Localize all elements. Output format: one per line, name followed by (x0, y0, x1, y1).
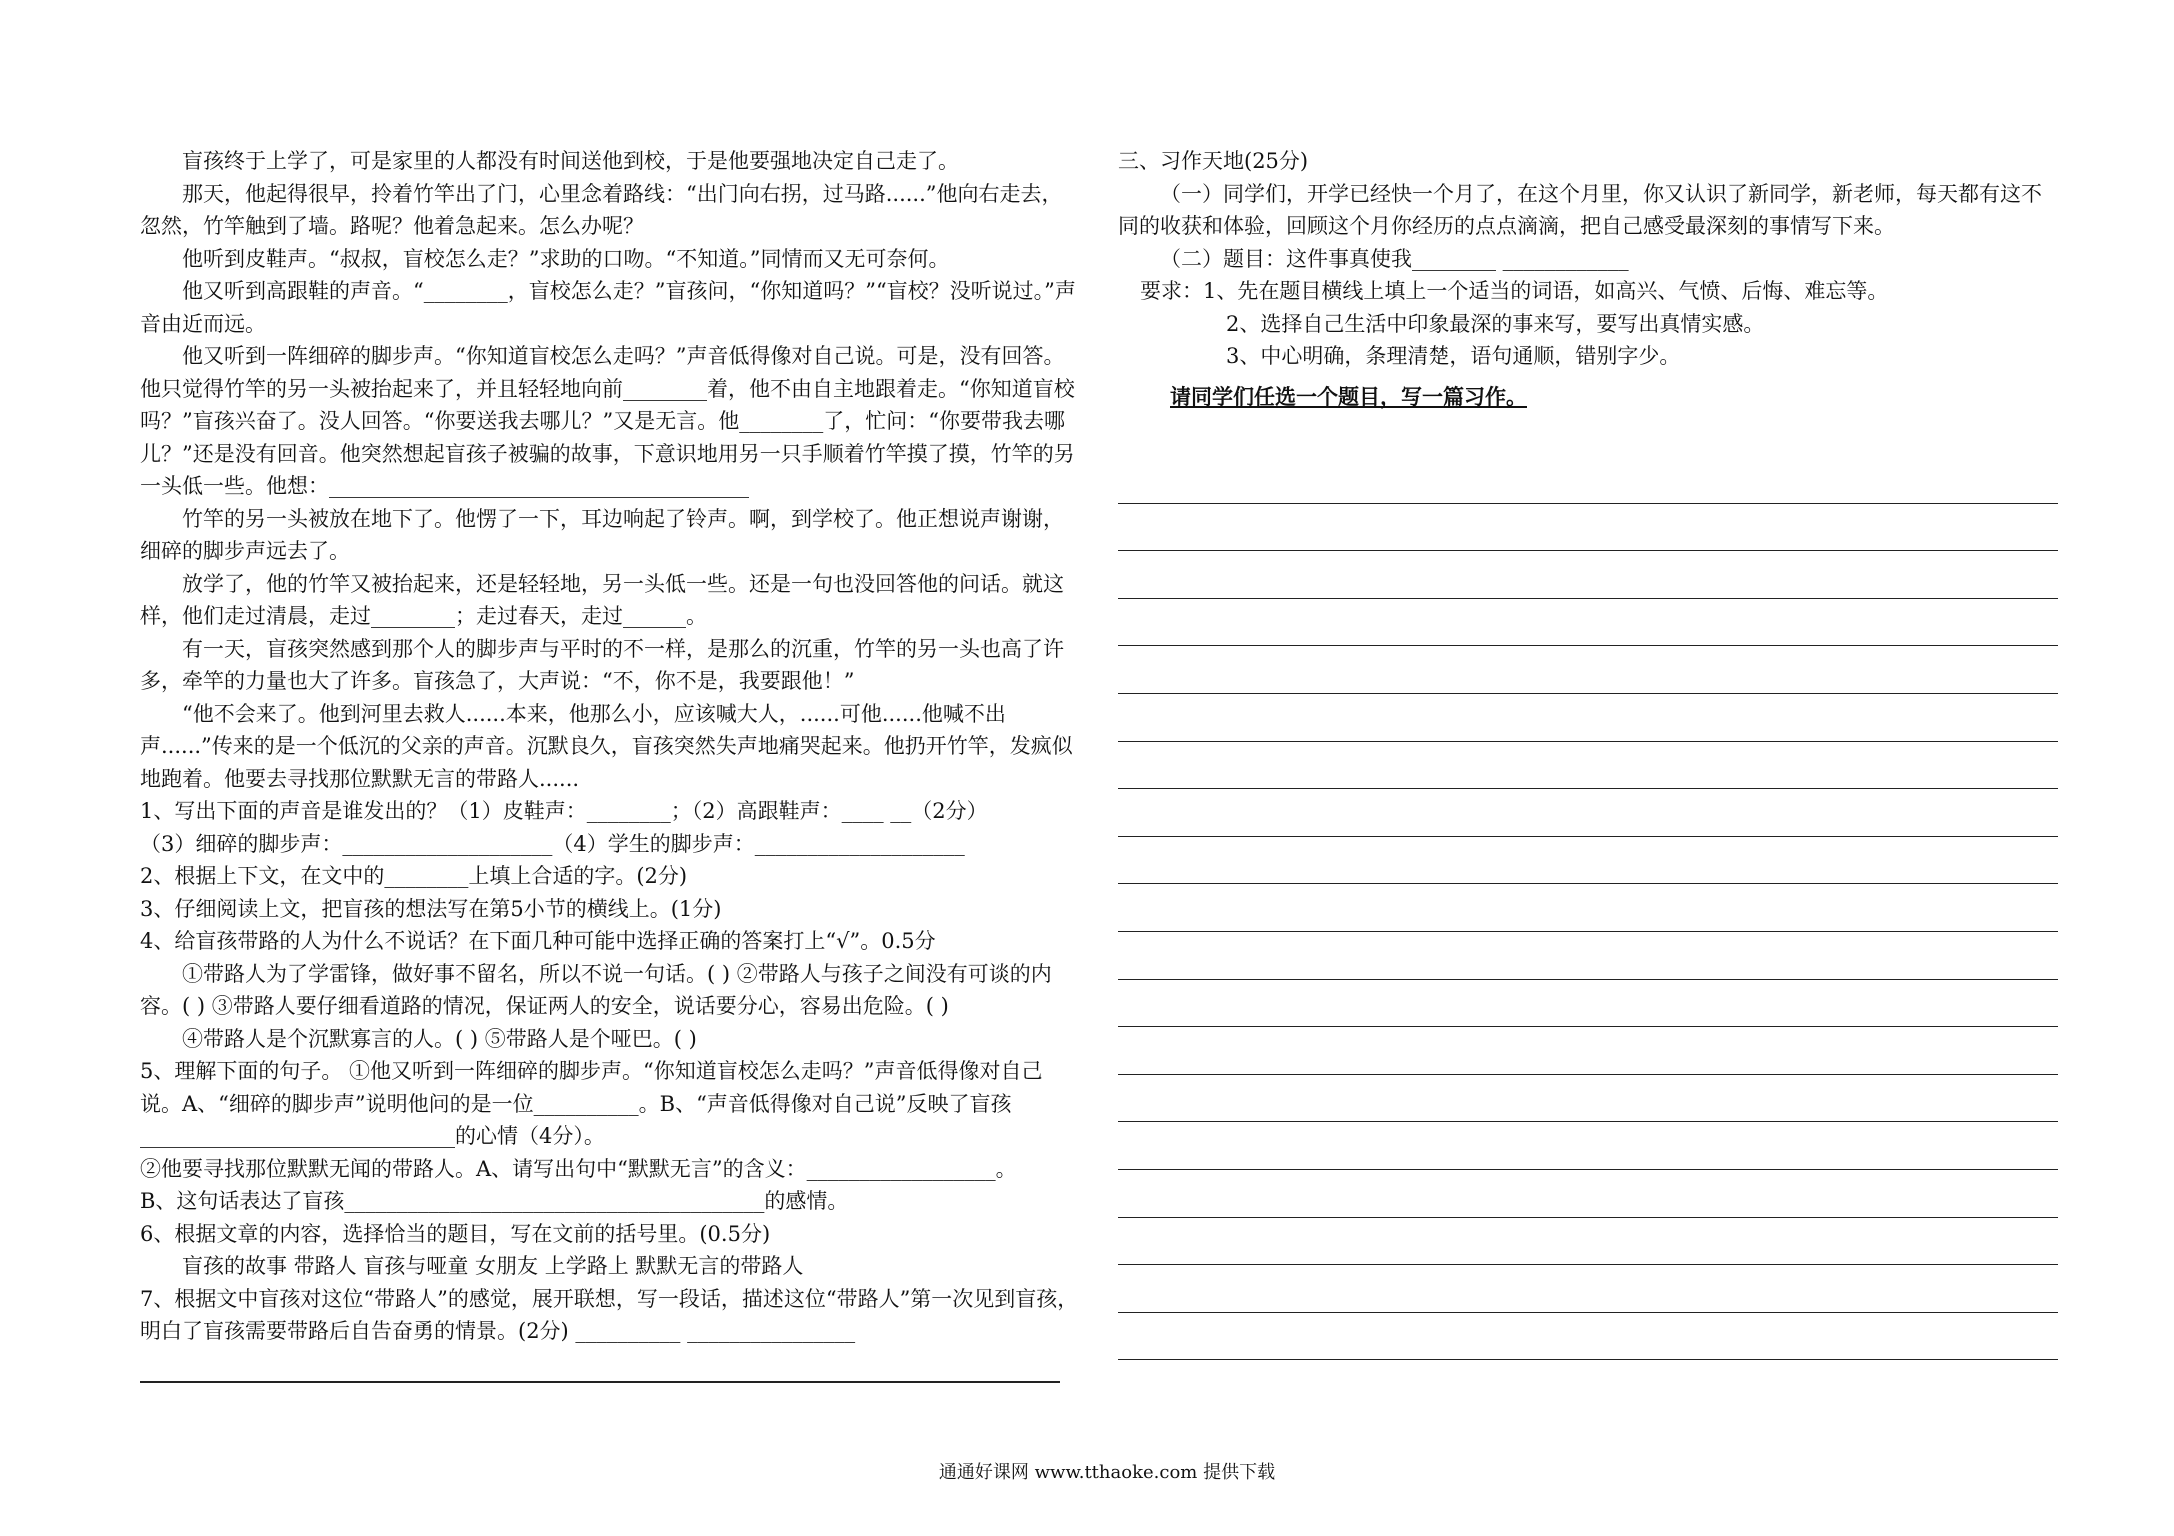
requirement-2: 2、选择自己生活中印象最深的事来写，要写出真情实感。 (1226, 311, 1765, 336)
question-5b: ②他要寻找那位默默无闻的带路人。A、请写出句中“默默无言”的含义：__________________。 (140, 1156, 1017, 1181)
passage-paragraph-1: 盲孩终于上学了，可是家里的人都没有时间送他到校，于是他要强地决定自己走了。 (182, 149, 959, 173)
question-2: 2、根据上下文，在文中的________上填上合适的字。(2分) (140, 864, 688, 888)
composition-line[interactable] (1118, 1170, 2058, 1218)
question-6-options: 盲孩的故事 带路人 盲孩与哑童 女朋友 上学路上 默默无言的带路人 (182, 1254, 804, 1278)
composition-line[interactable] (1118, 504, 2058, 552)
passage-paragraph-6: 竹竿的另一头被放在地下了。他愣了一下，耳边响起了铃声。啊，到学校了。他正想说声谢谢，细碎的脚步声远去了。 (140, 506, 1064, 563)
question-4: 4、给盲孩带路的人为什么不说话？在下面几种可能中选择正确的答案打上“√”。0.5分 (140, 929, 936, 953)
requirement-1: 要求：1、先在题目横线上填上一个适当的词语，如高兴、气愤、后悔、难忘等。 (1140, 279, 1889, 303)
reading-column (140, 145, 1080, 1348)
question-4-options-a: ①带路人为了学雷锋，做好事不留名，所以不说一句话。( ) ②带路人与孩子之间没有可谈的内容。( ) ③带路人要仔细看道路的情况，保证两人的安全，说话要分心，容易出危险。( ) (140, 961, 1052, 1018)
writing-task-1: （一）同学们，开学已经快一个月了，在这个月里，你又认识了新同学，新老师，每天都有这不同的收获和体验，回顾这个月你经历的点点滴滴，把自己感受最深刻的事情写下来。 (1118, 181, 2042, 238)
question-5c: B、这句话表达了盲孩________________________________________的感情。 (140, 1189, 849, 1213)
composition-line[interactable] (1118, 1265, 2058, 1313)
question-4-options-b: ④带路人是个沉默寡言的人。( ) ⑤带路人是个哑巴。( ) (182, 1026, 697, 1051)
section-title: 三、习作天地(25分) (1118, 149, 1309, 173)
question-7: 7、根据文中盲孩对这位“带路人”的感觉，展开联想，写一段话，描述这位“带路人”第一次见到盲孩，明白了盲孩需要带路后自告奋勇的情景。(2分) __________ ________________ (140, 1286, 1079, 1343)
composition-line[interactable] (1118, 551, 2058, 599)
question-1b: （3）细碎的脚步声：____________________（4）学生的脚步声：____________________ (140, 831, 965, 856)
composition-line[interactable] (1118, 742, 2058, 790)
writing-task-2: （二）题目：这件事真使我________ ____________ (1160, 246, 1629, 271)
composition-line[interactable] (1118, 1027, 2058, 1075)
composition-line[interactable] (1118, 1313, 2058, 1361)
composition-line[interactable] (1118, 980, 2058, 1028)
question-1a: 1、写出下面的声音是谁发出的？（1）皮鞋声：________；（2）高跟鞋声：____ __（2分） (140, 799, 988, 823)
question-3: 3、仔细阅读上文，把盲孩的想法写在第5小节的横线上。(1分) (140, 896, 722, 921)
question-5a: 5、理解下面的句子。 ①他又听到一阵细碎的脚步声。“你知道盲校怎么走吗？”声音低得像对自己说。A、“细碎的脚步声”说明他问的是一位__________。B、“声音低得像对自己说”反映了盲孩______________________________的心情（4分）。 (140, 1059, 1043, 1148)
passage-paragraph-2: 那天，他起得很早，拎着竹竿出了门，心里念着路线：“出门向右拐，过马路......”他向右走去，忽然，竹竿触到了墙。路呢？他着急起来。怎么办呢？ (140, 181, 1063, 238)
composition-line[interactable] (1118, 1122, 2058, 1170)
composition-line[interactable] (1118, 789, 2058, 837)
composition-line[interactable] (1118, 456, 2058, 504)
composition-line[interactable] (1118, 1218, 2058, 1266)
writing-column (1118, 145, 2058, 413)
passage-paragraph-3: 他听到皮鞋声。“叔叔，盲校怎么走？”求助的口吻。“不知道。”同情而又无可奈何。 (182, 246, 950, 271)
composition-lines[interactable] (1118, 456, 2058, 1360)
writing-instruction: 请同学们任选一个题目，写一篇习作。 (1170, 383, 1527, 409)
composition-line[interactable] (1118, 837, 2058, 885)
question-7-answer-line[interactable] (140, 1381, 1060, 1383)
composition-line[interactable] (1118, 884, 2058, 932)
passage-paragraph-5: 他又听到一阵细碎的脚步声。“你知道盲校怎么走吗？”声音低得像对自己说。可是，没有回答。他只觉得竹竿的另一头被抬起来了，并且轻轻地向前________着，他不由自主地跟着走。“你知道盲校吗？”盲孩兴奋了。没人回答。“你要送我去哪儿？”又是无言。他________了，忙问：“你要带我去哪儿？”还是没有回音。他突然想起盲孩子被骗的故事，下意识地用另一只手顺着竹竿摸了摸，竹竿的另一头低一些。他想：________________________________________ (140, 344, 1075, 498)
composition-line[interactable] (1118, 1075, 2058, 1123)
passage-paragraph-4: 他又听到高跟鞋的声音。“________，盲校怎么走？”盲孩问，“你知道吗？”“盲校？没听说过。”声音由近而远。 (140, 279, 1076, 336)
footer-credit: 通通好课网 www.tthaoke.com 提供下载 (938, 1462, 1276, 1483)
question-6: 6、根据文章的内容，选择恰当的题目，写在文前的括号里。(0.5分) (140, 1221, 771, 1246)
composition-line[interactable] (1118, 599, 2058, 647)
passage-paragraph-9: “他不会来了。他到河里去救人......本来，他那么小，应该喊大人，......可他......他喊不出声......”传来的是一个低沉的父亲的声音。沉默良久，盲孩突然失声地痛哭起来。他扔开竹竿，发疯似地跑着。他要去寻找那位默默无言的带路人...... (140, 701, 1073, 791)
composition-line[interactable] (1118, 694, 2058, 742)
composition-line[interactable] (1118, 646, 2058, 694)
passage-paragraph-8: 有一天，盲孩突然感到那个人的脚步声与平时的不一样，是那么的沉重，竹竿的另一头也高了许多，牵竿的力量也大了许多。盲孩急了，大声说：“不，你不是，我要跟他！” (140, 636, 1064, 693)
composition-line[interactable] (1118, 932, 2058, 980)
passage-paragraph-7: 放学了，他的竹竿又被抬起来，还是轻轻地，另一头低一些。还是一句也没回答他的问话。就这样，他们走过清晨，走过________；走过春天，走过______。 (140, 571, 1064, 628)
requirement-3: 3、中心明确，条理清楚，语句通顺，错别字少。 (1226, 344, 1681, 368)
